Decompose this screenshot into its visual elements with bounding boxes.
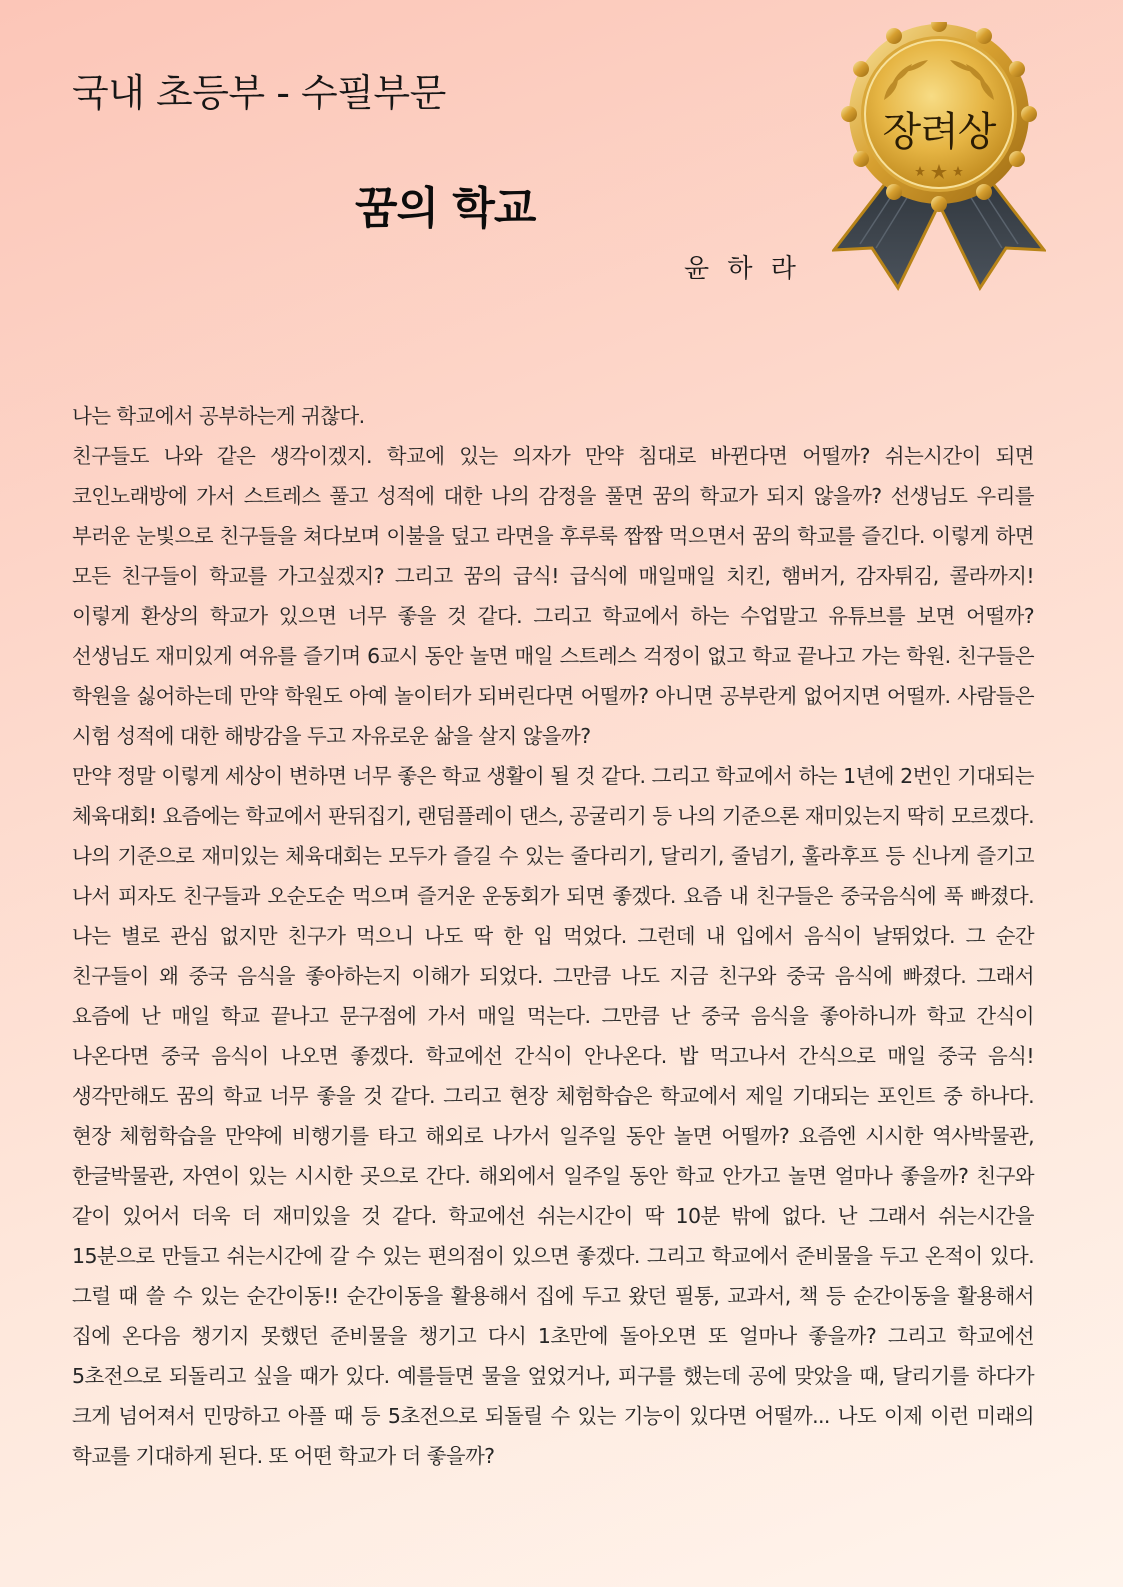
essay-title: 꿈의 학교 — [355, 183, 536, 234]
award-badge — [832, 22, 1046, 294]
category-heading: 국내 초등부 - 수필부문 — [72, 71, 446, 115]
gold-medal-ribbon-icon — [832, 22, 1046, 294]
essay-paragraph: 만약 정말 이렇게 세상이 변하면 너무 좋은 학교 생활이 될 것 같다. 그리고 학교에서 하는 1년에 2번인 기대되는 체육대회! 요즘에는 학교에서 판뒤집기, 랜덤플레이 댄스, 공굴리기 등 나의 기준으론 재미있는지 딱히 모르겠다. 나의 기준으로 재미있는 체육대회는 모두가 즐길 수 있는 줄다리기, 달리기, 줄넘기, 훌라후프 등 신나게 즐기고 나서 피자도 친구들과 오순도순 먹으며 즐거운 운동회가 되면 좋겠다. 요즘 내 친구들은 중국음식에 푹 빠졌다. 나는 별로 관심 없지만 친구가 먹으니 나도 딱 한 입 먹었다. 그런데 내 입에서 음식이 날뛰었다. 그 순간 친구들이 왜 중국 음식을 좋아하는지 이해가 되었다. 그만큼 나도 지금 친구와 중국 음식에 빠졌다. 그래서 요즘에 난 매일 학교 끝나고 문구점에 가서 매일 먹는다. 그만큼 난 중국 음식을 좋아하니까 학교 간식이 나온다면 중국 음식이 나오면 좋겠다. 학교에선 간식이 안나온다. 밥 먹고나서 간식으로 매일 중국 음식! 생각만해도 꿈의 학교 너무 좋을 것 같다. 그리고 현장 체험학습은 학교에서 제일 기대되는 포인트 중 하나다. 현장 체험학습을 만약에 비행기를 타고 해외로 나가서 일주일 동안 놀면 어떨까? 요즘엔 시시한 역사박물관, 한글박물관, 자연이 있는 시시한 곳으로 간다. 해외에서 일주일 동안 학교 안가고 놀면 얼마나 좋을까? 친구와 같이 있어서 더욱 더 재미있을 것 같다. 학교에선 쉬는시간이 딱 10분 밖에 없다. 난 그래서 쉬는시간을 15분으로 만들고 쉬는시간에 갈 수 있는 편의점이 있으면 좋겠다. 그리고 학교에서 준비물을 두고 온적이 있다. 그럴 때 쓸 수 있는 순간이동!! 순간이동을 활용해서 집에 두고 왔던 필통, 교과서, 책 등 순간이동을 활용해서 집에 온다음 챙기지 못했던 준비물을 챙기고 다시 1초만에 돌아오면 또 얼마나 좋을까? 그리고 학교에선 5초전으로 되돌리고 싶을 때가 있다. 예를들면 물을 엎었거나, 피구를 했는데 공에 맞았을 때, 달리기를 하다가 크게 넘어져서 민망하고 아플 때 등 5초전으로 되돌릴 수 있는 기능이 있다면 어떨까... 나도 이제 이런 미래의 학교를 기대하게 된다. 또 어떤 학교가 더 좋을까? — [72, 764, 1034, 1468]
author-name: 윤 하 라 — [684, 254, 801, 284]
essay-paragraph: 나는 학교에서 공부하는게 귀찮다. — [72, 404, 365, 428]
essay-paragraph: 친구들도 나와 같은 생각이겠지. 학교에 있는 의자가 만약 침대로 바뀐다면 어떨까? 쉬는시간이 되면 코인노래방에 가서 스트레스 풀고 성적에 대한 나의 감정을 풀면 꿈의 학교가 되지 않을까? 선생님도 우리를 부러운 눈빛으로 친구들을 쳐다보며 이불을 덮고 라면을 후루룩 짭짭 먹으면서 꿈의 학교를 즐긴다. 이렇게 하면 모든 친구들이 학교를 가고싶겠지? 그리고 꿈의 급식! 급식에 매일매일 치킨, 햄버거, 감자튀김, 콜라까지! 이렇게 환상의 학교가 있으면 너무 좋을 것 같다. 그리고 학교에서 하는 수업말고 유튜브를 보면 어떨까? 선생님도 재미있게 여유를 즐기며 6교시 동안 놀면 매일 스트레스 걱정이 없고 학교 끝나고 가는 학원. 친구들은 학원을 싫어하는데 만약 학원도 아예 놀이터가 되버린다면 어떨까? 아니면 공부란게 없어지면 어떨까. 사람들은 시험 성적에 대한 해방감을 두고 자유로운 삶을 살지 않을까? — [72, 444, 1034, 748]
award-label: 장려상 — [882, 109, 996, 155]
essay-body — [72, 396, 1034, 1476]
